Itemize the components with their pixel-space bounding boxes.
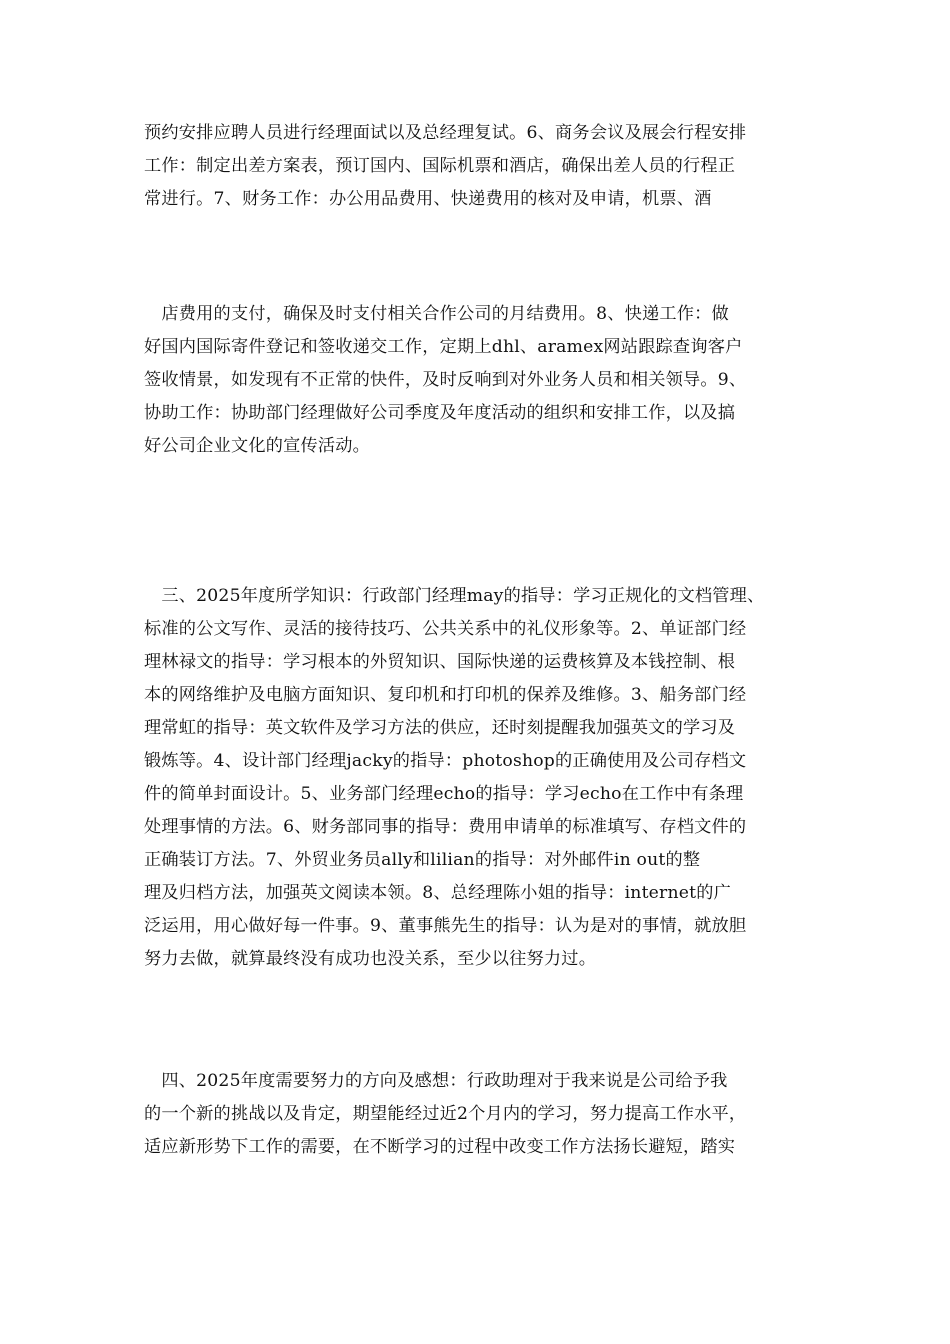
text-line: 件的简单封面设计。5、业务部门经理echo的指导：学习echo在工作中有条理 — [144, 784, 744, 804]
text-line: 常进行。7、财务工作：办公用品费用、快递费用的核对及申请，机票、酒 — [144, 189, 712, 209]
paragraph-1 — [144, 117, 834, 216]
text-line: 泛运用，用心做好每一件事。9、董事熊先生的指导：认为是对的事情，就放胆 — [144, 916, 747, 936]
text-line: 好公司企业文化的宣传活动。 — [144, 436, 371, 456]
text-line: 四、2025年度需要努力的方向及感想：行政助理对于我来说是公司给予我 — [144, 1071, 728, 1091]
text-line: 理林禄文的指导：学习根本的外贸知识、国际快递的运费核算及本钱控制、根 — [144, 652, 736, 672]
text-line: 预约安排应聘人员进行经理面试以及总经理复试。6、商务会议及展会行程安排 — [144, 123, 747, 143]
paragraph-4 — [144, 1065, 834, 1164]
text-line: 适应新形势下工作的需要，在不断学习的过程中改变工作方法扬长避短，踏实 — [144, 1137, 736, 1157]
text-line: 理常虹的指导：英文软件及学习方法的供应，还时刻提醒我加强英文的学习及 — [144, 718, 736, 738]
text-line: 理及归档方法，加强英文阅读本领。8、总经理陈小姐的指导：internet的广 — [144, 883, 731, 903]
text-line: 努力去做，就算最终没有成功也没关系，至少以往努力过。 — [144, 949, 597, 969]
text-line: 签收情景，如发现有不正常的快件，及时反响到对外业务人员和相关领导。9、 — [144, 370, 747, 390]
text-line: 好国内国际寄件登记和签收递交工作，定期上dhl、aramex网站跟踪查询客户 — [144, 337, 743, 357]
text-line: 锻炼等。4、设计部门经理jacky的指导：photoshop的正确使用及公司存档文 — [144, 751, 747, 771]
text-line: 本的网络维护及电脑方面知识、复印机和打印机的保养及维修。3、船务部门经 — [144, 685, 747, 705]
text-line: 的一个新的挑战以及肯定，期望能经过近2个月内的学习，努力提高工作水平， — [144, 1104, 747, 1124]
paragraph-3 — [144, 580, 834, 976]
text-line: 处理事情的方法。6、财务部同事的指导：费用申请单的标准填写、存档文件的 — [144, 817, 747, 837]
text-line: 三、2025年度所学知识：行政部门经理may的指导：学习正规化的文档管理、 — [144, 586, 765, 606]
text-line: 工作：制定出差方案表，预订国内、国际机票和酒店，确保出差人员的行程正 — [144, 156, 736, 176]
text-line: 店费用的支付，确保及时支付相关合作公司的月结费用。8、快递工作：做 — [144, 304, 729, 324]
text-line: 协助工作：协助部门经理做好公司季度及年度活动的组织和安排工作，以及搞 — [144, 403, 736, 423]
text-line: 正确装订方法。7、外贸业务员ally和lilian的指导：对外邮件in out的整 — [144, 850, 701, 870]
paragraph-2 — [144, 298, 834, 463]
text-line: 标准的公文写作、灵活的接待技巧、公共关系中的礼仪形象等。2、单证部门经 — [144, 619, 747, 639]
